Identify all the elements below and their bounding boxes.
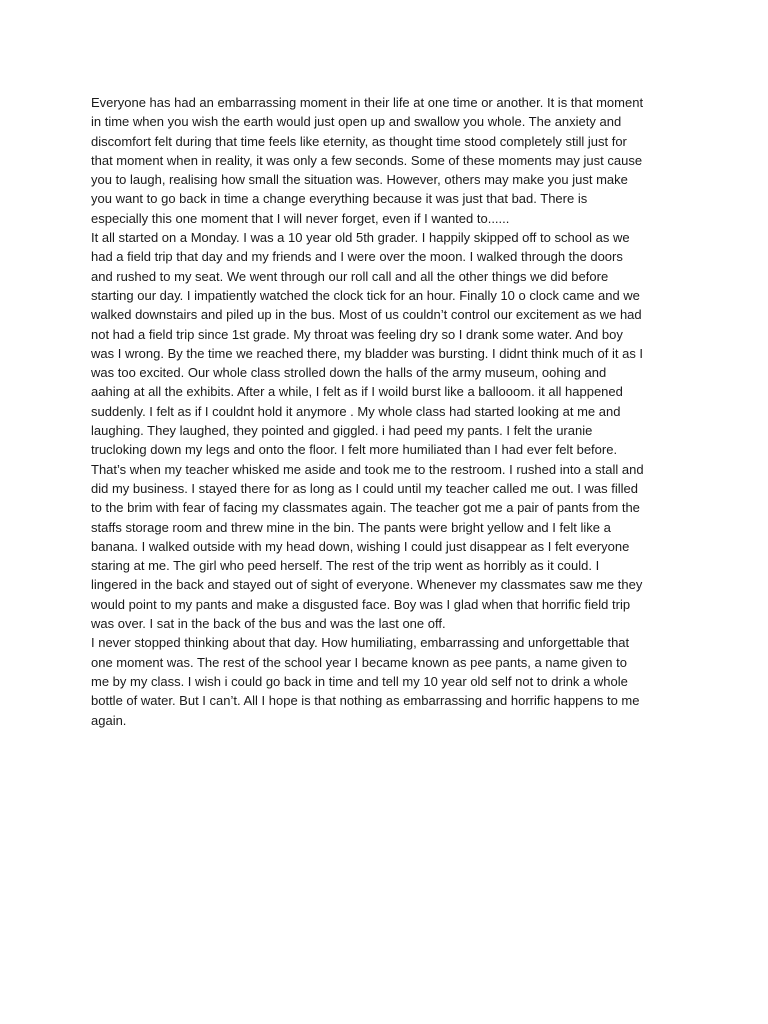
text-line: starting our day. I impatiently watched the clock tick for an hour. Finally 10 o clock came and we	[91, 287, 640, 303]
text-line: discomfort felt during that time feels like eternity, as thought time stood completely still just for	[91, 133, 627, 149]
text-line: aahing at all the exhibits. After a while, I felt as if I woild burst like a ballooom. it all happened	[91, 384, 623, 400]
text-line: you want to go back in time a change everything because it was just that bad. There is	[91, 191, 588, 207]
text-line: that moment when in reality, it was only a few seconds. Some of these moments may just cause	[91, 152, 643, 168]
text-line: and rushed to my seat. We went through our roll call and all the other things we did before	[91, 268, 609, 284]
text-line: one moment was. The rest of the school year I became known as pee pants, a name given to	[91, 654, 627, 670]
text-line: was too excited. Our whole class strolled down the halls of the army museum, oohing and	[91, 365, 607, 381]
text-line: suddenly. I felt as if I couldnt hold it anymore . My whole class had started looking at me and	[91, 403, 621, 419]
text-line: you to laugh, realising how small the situation was. However, others may make you just make	[91, 172, 628, 188]
text-line: lingered in the back and stayed out of sight of everyone. Whenever my classmates saw me they	[91, 577, 643, 593]
text-line: again.	[91, 712, 127, 728]
text-line: did my business. I stayed there for as long as I could until my teacher called me out. I was filled	[91, 480, 638, 496]
text-line: me by my class. I wish i could go back in time and tell my 10 year old self not to drink a whole	[91, 673, 628, 689]
text-line: trucloking down my legs and onto the floor. I felt more humiliated than I had ever felt before.	[91, 442, 618, 458]
text-line: staring at me. The girl who peed herself. The rest of the trip went as horribly as it could. I	[91, 558, 600, 574]
text-line: bottle of water. But I can’t. All I hope is that nothing as embarrassing and horrific happens to me	[91, 693, 640, 709]
text-line: That’s when my teacher whisked me aside and took me to the restroom. I rushed into a stall and	[91, 461, 644, 477]
text-line: was over. I sat in the back of the bus and was the last one off.	[91, 616, 446, 632]
text-line: banana. I walked outside with my head down, wishing I could just disappear as I felt everyone	[91, 538, 630, 554]
text-line: laughing. They laughed, they pointed and giggled. i had peed my pants. I felt the uranie	[91, 423, 593, 439]
text-line: would point to my pants and make a disgusted face. Boy was I glad when that horrific field trip	[91, 596, 631, 612]
text-line: I never stopped thinking about that day. How humiliating, embarrassing and unforgettable that	[91, 635, 630, 651]
text-line: was I wrong. By the time we reached there, my bladder was bursting. I didnt think much of it as I	[91, 345, 644, 361]
document-body	[91, 93, 687, 730]
text-line: It all started on a Monday. I was a 10 year old 5th grader. I happily skipped off to school as we	[91, 230, 630, 246]
text-line: in time when you wish the earth would just open up and swallow you whole. The anxiety and	[91, 114, 622, 130]
text-line: especially this one moment that I will never forget, even if I wanted to......	[91, 210, 510, 226]
text-line: to the brim with fear of facing my classmates again. The teacher got me a pair of pants from the	[91, 500, 640, 516]
text-line: walked downstairs and piled up in the bus. Most of us couldn’t control our excitement as we had	[91, 307, 642, 323]
text-line: Everyone has had an embarrassing moment in their life at one time or another. It is that moment	[91, 95, 644, 110]
text-line: not had a field trip since 1st grade. My throat was feeling dry so I drank some water. And boy	[91, 326, 623, 342]
text-line: had a field trip that day and my friends and I were over the moon. I walked through the doors	[91, 249, 623, 265]
text-line: staffs storage room and threw mine in the bin. The pants were bright yellow and I felt like a	[91, 519, 611, 535]
